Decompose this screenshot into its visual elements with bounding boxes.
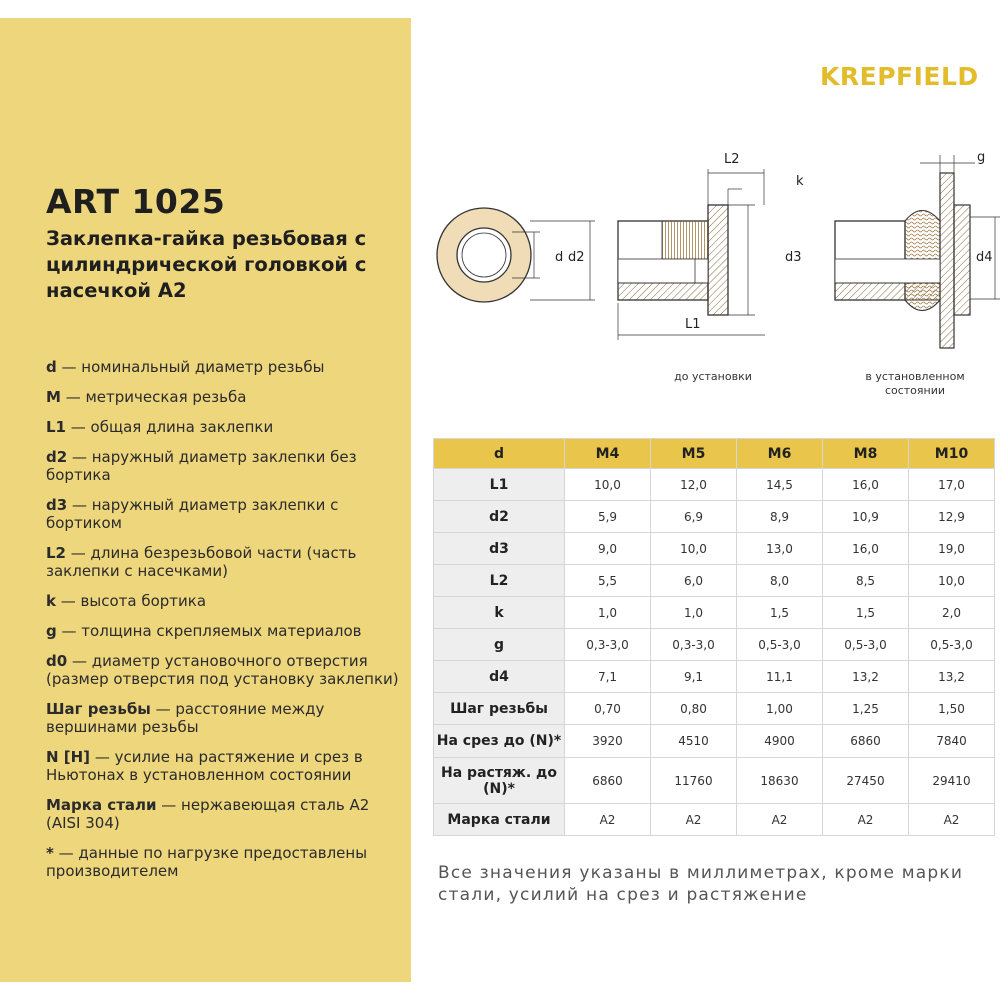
label-d2: d2 [568,250,585,265]
header-cell: M6 [737,439,823,469]
definition-text: — данные по нагрузке предоставлены производителем [46,844,368,880]
row-label: g [434,629,565,661]
definition-term: d0 [46,652,68,670]
table-cell: 1,5 [737,597,823,629]
table-row [434,804,995,836]
definition-item [46,388,406,406]
table-row [434,533,995,565]
technical-drawing [430,145,1000,405]
definition-item [46,796,406,832]
table-cell: 1,5 [823,597,909,629]
units-note: Все значения указаны в миллиметрах, кроме марки стали, усилий на срез и растяжение [438,863,964,905]
label-d4: d4 [976,250,993,265]
table-cell: 6860 [565,758,651,804]
definition-term: Марка стали [46,796,157,814]
label-L1: L1 [685,317,701,332]
row-label: На растяж. до (N)* [434,758,565,804]
table-cell: 13,2 [909,661,995,693]
definition-term: L2 [46,544,66,562]
definition-text: — нержавеющая сталь А2 (AISI 304) [46,796,370,832]
table-row [434,693,995,725]
table-cell: 1,50 [909,693,995,725]
definition-text: — номинальный диаметр резьбы [56,358,325,376]
label-d: d [555,250,564,265]
table-row [434,629,995,661]
table-cell: 1,00 [737,693,823,725]
definition-text: — длина безрезьбовой части (часть заклепки с насечками) [46,544,357,580]
table-cell: 4900 [737,725,823,758]
table-row [434,565,995,597]
definition-term: * [46,844,54,862]
header-cell: d [434,439,565,469]
article-title: ART 1025 [46,182,226,221]
table-row [434,725,995,758]
table-row [434,469,995,501]
label-d3: d3 [785,250,802,265]
table-cell: 10,0 [651,533,737,565]
table-cell: 6,9 [651,501,737,533]
table-cell: 12,9 [909,501,995,533]
definition-term: d [46,358,57,376]
definition-item [46,622,406,640]
table-row [434,758,995,804]
definition-item [46,358,406,376]
table-cell: 0,3-3,0 [565,629,651,661]
row-label: L1 [434,469,565,501]
table-cell: 6,0 [651,565,737,597]
table-cell: 0,3-3,0 [651,629,737,661]
table-cell: 19,0 [909,533,995,565]
table-cell: 0,70 [565,693,651,725]
table-cell: 16,0 [823,533,909,565]
table-cell: 9,1 [651,661,737,693]
table-cell: 8,5 [823,565,909,597]
definition-term: d3 [46,496,68,514]
specs-table [433,438,995,836]
table-cell: 27450 [823,758,909,804]
definition-item [46,448,406,484]
table-cell: 8,0 [737,565,823,597]
row-label: d4 [434,661,565,693]
table-cell: 17,0 [909,469,995,501]
table-cell: 0,5-3,0 [909,629,995,661]
table-cell: 0,5-3,0 [737,629,823,661]
label-g: g [977,150,986,165]
definition-item [46,544,406,580]
table-cell: А2 [737,804,823,836]
definitions-list [46,358,406,892]
definition-term: M [46,388,61,406]
table-cell: 1,25 [823,693,909,725]
definition-item [46,844,406,880]
table-cell: 18630 [737,758,823,804]
label-k: k [796,174,804,189]
definition-item [46,496,406,532]
table-cell: 12,0 [651,469,737,501]
row-label: На срез до (N)* [434,725,565,758]
table-cell: 10,0 [565,469,651,501]
table-cell: 5,9 [565,501,651,533]
row-label: k [434,597,565,629]
caption-before-install: до установки [674,370,752,383]
header-cell: M8 [823,439,909,469]
table-cell: 1,0 [651,597,737,629]
definition-text: — наружный диаметр заклепки без бортика [46,448,357,484]
table-row [434,501,995,533]
table-cell: 4510 [651,725,737,758]
row-label: d2 [434,501,565,533]
definition-item [46,418,406,436]
table-row [434,597,995,629]
table-row [434,661,995,693]
table-cell: 13,0 [737,533,823,565]
definition-term: N [H] [46,748,91,766]
definition-text: — высота бортика [55,592,207,610]
table-cell: 6860 [823,725,909,758]
table-cell: 0,5-3,0 [823,629,909,661]
table-cell: 5,5 [565,565,651,597]
side-view-before [618,169,765,340]
table-cell: 11760 [651,758,737,804]
table-cell: 11,1 [737,661,823,693]
definition-term: d2 [46,448,68,466]
table-cell: 8,9 [737,501,823,533]
definition-term: k [46,592,56,610]
table-cell: А2 [823,804,909,836]
table-cell: А2 [909,804,995,836]
definition-term: L1 [46,418,66,436]
table-cell: 3920 [565,725,651,758]
table-cell: 10,0 [909,565,995,597]
header-cell: M10 [909,439,995,469]
definition-text: — усилие на растяжение и срез в Ньютонах в установленном состоянии [46,748,363,784]
brand-logo: KREPFIELD [820,62,979,91]
table-cell: 7,1 [565,661,651,693]
definition-text: — диаметр установочного отверстия (размер отверстия под установку заклепки) [46,652,399,688]
product-subtitle: Заклепка-гайка резьбовая с цилиндрической головкой с насечкой А2 [46,227,367,302]
definition-text: — общая длина заклепки [66,418,274,436]
definition-text: — наружный диаметр заклепки с бортиком [46,496,339,532]
table-cell: 2,0 [909,597,995,629]
table-cell: 13,2 [823,661,909,693]
label-L2: L2 [724,152,740,167]
definition-item [46,592,406,610]
definition-term: Шаг резьбы [46,700,151,718]
definition-text: — толщина скрепляемых материалов [56,622,362,640]
table-cell: А2 [565,804,651,836]
row-label: d3 [434,533,565,565]
table-cell: 29410 [909,758,995,804]
header-cell: M5 [651,439,737,469]
definition-text: — расстояние между вершинами резьбы [46,700,325,736]
table-cell: 7840 [909,725,995,758]
definition-item [46,652,406,688]
table-cell: 1,0 [565,597,651,629]
table-cell: А2 [651,804,737,836]
caption-after-install: в установленном состоянии [865,370,965,397]
definition-item [46,700,406,736]
table-cell: 16,0 [823,469,909,501]
table-header-row [434,439,995,469]
definition-item [46,748,406,784]
definition-text: — метрическая резьба [60,388,247,406]
table-cell: 14,5 [737,469,823,501]
table-cell: 0,80 [651,693,737,725]
definition-term: g [46,622,57,640]
row-label: Марка стали [434,804,565,836]
table-cell: 9,0 [565,533,651,565]
row-label: L2 [434,565,565,597]
header-cell: M4 [565,439,651,469]
row-label: Шаг резьбы [434,693,565,725]
table-cell: 10,9 [823,501,909,533]
